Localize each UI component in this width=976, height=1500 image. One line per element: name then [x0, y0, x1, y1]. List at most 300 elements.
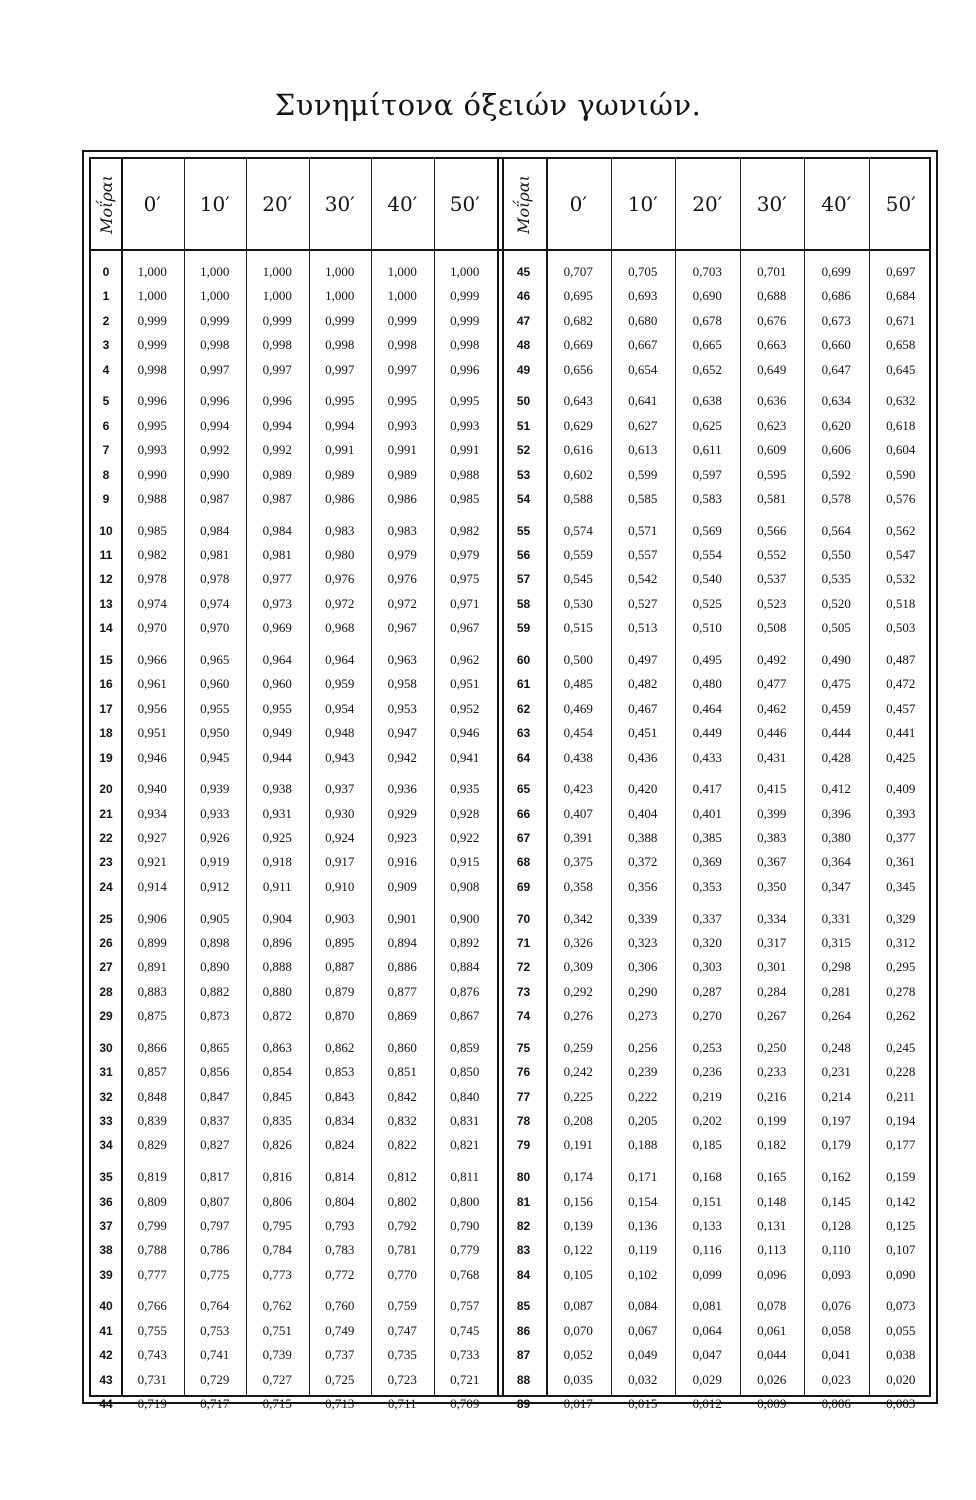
degree-label: 28	[99, 984, 113, 999]
degree-label: 64	[516, 750, 531, 765]
cosine-value: 0,110	[821, 1242, 851, 1258]
cosine-value: 0,764	[200, 1298, 230, 1314]
degree-label: 81	[516, 1194, 531, 1209]
cosine-value: 0,618	[886, 417, 916, 433]
cosine-value: 0,762	[262, 1298, 292, 1314]
cosine-value: 0,896	[262, 934, 292, 950]
cosine-value: 0,962	[450, 651, 480, 667]
cosine-value: 0,979	[387, 547, 417, 562]
cosine-value: 0,420	[628, 781, 658, 797]
cosine-value: 0,847	[200, 1088, 230, 1104]
cosine-value: 0,731	[137, 1371, 167, 1387]
cosine-value: 0,935	[450, 781, 480, 797]
cosine-value: 0,678	[692, 312, 722, 328]
cosine-value: 0,992	[200, 442, 230, 458]
cosine-value: 0,323	[628, 934, 658, 950]
cosine-value: 0,999	[137, 312, 167, 328]
degree-label: 27	[99, 960, 113, 975]
degree-label: 33	[99, 1114, 113, 1128]
cosine-value: 0,970	[137, 620, 167, 636]
cosine-value: 0,256	[628, 1039, 658, 1055]
degree-label: 63	[516, 726, 531, 741]
cosine-value: 0,205	[628, 1113, 658, 1128]
cosine-value: 0,281	[821, 983, 851, 999]
cosine-value: 0,995	[387, 393, 417, 409]
cosine-value: 0,680	[628, 312, 658, 328]
degree-label: 36	[99, 1194, 113, 1209]
cosine-value: 0,055	[886, 1322, 916, 1338]
cosine-value: 0,760	[325, 1298, 355, 1314]
cosine-value: 0,970	[200, 620, 230, 636]
degree-label: 58	[516, 596, 531, 611]
cosine-value: 0,545	[563, 571, 593, 587]
cosine-value: 0,353	[692, 878, 722, 894]
degree-label: 4	[102, 362, 110, 377]
cosine-value: 0,171	[628, 1169, 658, 1185]
cosine-value: 0,317	[757, 934, 787, 950]
cosine-value: 0,950	[200, 725, 230, 741]
cosine-value: 0,191	[563, 1137, 593, 1153]
cosine-value: 1,000	[262, 288, 292, 304]
cosine-value: 0,532	[886, 571, 916, 587]
cosine-value: 0,290	[628, 983, 658, 999]
cosine-value: 0,576	[886, 490, 916, 506]
cosine-value: 0,475	[821, 676, 851, 692]
cosine-value: 0,888	[262, 959, 292, 975]
cosine-value: 0,116	[692, 1242, 722, 1258]
cosine-value: 0,231	[821, 1064, 851, 1080]
cosine-value: 0,898	[200, 934, 230, 950]
cosine-value: 0,500	[563, 651, 593, 667]
cosine-value: 0,585	[628, 490, 658, 506]
cosine-value: 0,905	[200, 910, 230, 926]
cosine-value: 0,984	[200, 522, 230, 538]
cosine-value: 0,119	[628, 1242, 658, 1258]
cosine-value: 0,688	[757, 288, 787, 304]
cosine-value: 0,976	[325, 571, 355, 587]
cosine-value: 0,673	[821, 312, 851, 328]
minute-column-header: 20′	[262, 192, 293, 216]
cosine-value: 0,444	[821, 725, 851, 741]
degree-label: 78	[516, 1114, 531, 1128]
cosine-value: 0,999	[200, 312, 230, 328]
cosine-value: 0,926	[200, 830, 230, 845]
cosine-value: 0,884	[450, 959, 480, 975]
cosine-value: 0,819	[137, 1169, 167, 1185]
cosine-value: 0,987	[200, 490, 230, 506]
cosine-value: 0,179	[821, 1137, 851, 1153]
cosine-value: 0,827	[200, 1137, 230, 1153]
degree-label: 3	[102, 338, 110, 353]
cosine-value: 0,949	[262, 725, 292, 741]
cosine-value: 0,972	[325, 595, 355, 611]
cosine-value: 0,964	[325, 651, 355, 667]
cosine-value: 0,997	[262, 361, 292, 377]
cosine-value: 0,660	[821, 337, 851, 353]
cosine-value: 0,883	[137, 983, 167, 999]
cosine-value: 0,909	[387, 878, 417, 894]
minute-column-header: 40′	[821, 192, 852, 216]
cosine-value: 0,449	[692, 725, 722, 741]
cosine-value: 0,749	[325, 1322, 355, 1338]
cosine-value: 0,741	[200, 1347, 230, 1363]
cosine-value: 0,996	[200, 393, 230, 409]
cosine-value: 0,998	[387, 337, 417, 353]
cosine-value: 0,994	[262, 417, 292, 433]
cosine-value: 0,733	[450, 1347, 480, 1363]
cosine-value: 0,886	[387, 959, 417, 975]
cosine-value: 0,989	[325, 466, 355, 482]
degree-label: 68	[516, 855, 531, 870]
cosine-value: 0,955	[200, 700, 230, 716]
cosine-value: 0,999	[325, 312, 355, 328]
cosine-value: 0,918	[262, 854, 292, 870]
cosine-value: 0,557	[628, 547, 658, 562]
cosine-value: 0,208	[563, 1113, 593, 1128]
cosine-value: 0,676	[757, 312, 787, 328]
cosine-value: 0,701	[757, 264, 787, 279]
cosine-value: 0,860	[387, 1039, 417, 1055]
cosine-value: 0,891	[137, 959, 167, 975]
degree-label: 18	[99, 726, 113, 741]
degree-label: 57	[516, 572, 531, 587]
cosine-value: 0,974	[200, 595, 230, 611]
cosine-value: 0,989	[262, 466, 292, 482]
cosine-value: 0,547	[886, 547, 916, 562]
cosine-value: 0,342	[563, 910, 593, 926]
cosine-value: 0,795	[262, 1217, 292, 1233]
cosine-value: 0,165	[757, 1169, 787, 1185]
cosine-value: 0,931	[262, 805, 292, 821]
cosine-value: 0,654	[628, 361, 658, 377]
cosine-value: 0,863	[262, 1039, 292, 1055]
cosine-value: 0,773	[262, 1266, 292, 1282]
cosine-value: 0,998	[450, 337, 480, 353]
cosine-value: 0,049	[628, 1347, 658, 1363]
cosine-value: 0,133	[692, 1217, 722, 1233]
cosine-value: 0,848	[137, 1088, 167, 1104]
degree-label: 12	[99, 572, 113, 587]
cosine-value: 0,623	[757, 417, 787, 433]
cosine-value: 0,960	[200, 676, 230, 692]
cosine-table	[82, 150, 938, 1411]
cosine-value: 0,527	[628, 595, 658, 611]
cosine-value: 0,979	[450, 547, 480, 562]
degree-header-label: Μοΐραι	[514, 174, 533, 234]
cosine-value: 0,041	[821, 1347, 851, 1363]
degree-label: 37	[99, 1218, 113, 1233]
cosine-value: 0,412	[821, 781, 851, 797]
cosine-value: 0,772	[325, 1266, 355, 1282]
degree-label: 52	[516, 443, 531, 458]
cosine-value: 0,012	[692, 1396, 722, 1411]
cosine-value: 0,401	[692, 805, 722, 821]
degree-label: 83	[516, 1243, 531, 1258]
cosine-value: 0,857	[137, 1064, 167, 1080]
cosine-value: 0,510	[692, 620, 722, 636]
cosine-value: 0,946	[137, 749, 167, 765]
cosine-value: 0,753	[200, 1322, 230, 1338]
cosine-value: 0,894	[387, 934, 417, 950]
cosine-value: 0,076	[821, 1298, 851, 1314]
cosine-value: 0,969	[262, 620, 292, 636]
cosine-value: 0,998	[200, 337, 230, 353]
degree-label: 15	[99, 652, 113, 667]
cosine-value: 0,656	[563, 361, 593, 377]
cosine-value: 0,999	[137, 337, 167, 353]
cosine-value: 0,497	[628, 651, 658, 667]
cosine-value: 0,690	[692, 288, 722, 304]
degree-column-header	[501, 159, 546, 249]
cosine-value: 0,616	[563, 442, 593, 458]
cosine-value: 0,721	[450, 1371, 480, 1387]
cosine-value: 0,667	[628, 337, 658, 353]
cosine-value: 0,768	[450, 1266, 480, 1282]
cosine-value: 0,928	[450, 805, 480, 821]
degree-label: 40	[99, 1299, 113, 1314]
cosine-value: 0,388	[628, 830, 658, 845]
cosine-value: 0,156	[563, 1193, 593, 1209]
cosine-value: 0,816	[262, 1169, 292, 1185]
degree-label: 17	[99, 701, 113, 716]
cosine-value: 0,262	[886, 1008, 916, 1024]
cosine-value: 0,826	[262, 1137, 292, 1153]
cosine-value: 0,908	[450, 878, 480, 894]
cosine-value: 0,128	[821, 1217, 851, 1233]
cosine-value: 0,214	[821, 1088, 851, 1104]
cosine-value: 0,899	[137, 934, 167, 950]
cosine-value: 0,061	[757, 1322, 787, 1338]
cosine-value: 0,840	[450, 1088, 480, 1104]
cosine-value: 0,974	[137, 595, 167, 611]
cosine-value: 0,578	[821, 490, 851, 506]
cosine-value: 0,385	[692, 830, 722, 845]
cosine-value: 0,599	[628, 466, 658, 482]
degree-label: 60	[516, 652, 531, 667]
cosine-value: 0,070	[563, 1322, 593, 1338]
cosine-value: 0,375	[563, 854, 593, 870]
degree-label: 67	[516, 831, 531, 845]
cosine-value: 0,938	[262, 781, 292, 797]
cosine-value: 0,992	[262, 442, 292, 458]
cosine-value: 0,535	[821, 571, 851, 587]
cosine-value: 0,017	[563, 1396, 593, 1411]
cosine-value: 0,955	[262, 700, 292, 716]
cosine-value: 0,766	[137, 1298, 167, 1314]
cosine-value: 0,988	[137, 490, 167, 506]
cosine-value: 0,248	[821, 1039, 851, 1055]
cosine-value: 0,911	[262, 878, 292, 894]
cosine-value: 0,924	[325, 830, 355, 845]
cosine-value: 0,923	[387, 830, 417, 845]
cosine-value: 0,927	[137, 830, 167, 845]
cosine-value: 0,982	[137, 547, 167, 562]
cosine-value: 0,009	[757, 1396, 787, 1411]
cosine-value: 0,954	[325, 700, 355, 716]
cosine-value: 0,295	[886, 959, 916, 975]
cosine-value: 0,438	[563, 749, 593, 765]
cosine-value: 0,989	[387, 466, 417, 482]
cosine-value: 0,965	[200, 651, 230, 667]
cosine-value: 1,000	[325, 288, 355, 304]
cosine-value: 0,425	[886, 749, 916, 765]
degree-label: 35	[99, 1170, 113, 1185]
cosine-value: 0,958	[387, 676, 417, 692]
cosine-value: 0,824	[325, 1137, 355, 1153]
cosine-value: 0,711	[387, 1396, 417, 1411]
cosine-value: 0,817	[200, 1169, 230, 1185]
minute-column-header: 20′	[692, 192, 723, 216]
cosine-value: 0,723	[387, 1371, 417, 1387]
cosine-value: 0,991	[387, 442, 417, 458]
cosine-value: 0,919	[200, 854, 230, 870]
cosine-value: 0,879	[325, 983, 355, 999]
degree-label: 42	[99, 1348, 113, 1363]
cosine-value: 0,735	[387, 1347, 417, 1363]
cosine-value: 0,966	[137, 651, 167, 667]
cosine-value: 0,779	[450, 1242, 480, 1258]
cosine-value: 0,999	[262, 312, 292, 328]
cosine-value: 0,222	[628, 1088, 658, 1104]
degree-label: 89	[516, 1397, 531, 1411]
cosine-value: 0,537	[757, 571, 787, 587]
cosine-value: 0,877	[387, 983, 417, 999]
cosine-value: 0,956	[137, 700, 167, 716]
cosine-value: 0,792	[387, 1217, 417, 1233]
degree-label: 79	[516, 1138, 531, 1153]
cosine-value: 0,912	[200, 878, 230, 894]
cosine-value: 0,015	[628, 1396, 658, 1411]
degree-label: 30	[99, 1040, 113, 1055]
cosine-value: 0,415	[757, 781, 787, 797]
cosine-value: 0,492	[757, 651, 787, 667]
cosine-value: 0,162	[821, 1169, 851, 1185]
cosine-value: 0,513	[628, 620, 658, 636]
cosine-value: 0,802	[387, 1193, 417, 1209]
degree-label: 50	[516, 394, 531, 409]
cosine-value: 0,396	[821, 805, 851, 821]
cosine-value: 0,540	[692, 571, 722, 587]
cosine-value: 0,446	[757, 725, 787, 741]
cosine-value: 0,032	[628, 1371, 658, 1387]
cosine-value: 0,250	[757, 1039, 787, 1055]
cosine-value: 0,967	[450, 620, 480, 636]
cosine-value: 0,087	[563, 1298, 593, 1314]
cosine-value: 1,000	[137, 264, 167, 279]
cosine-value: 0,391	[563, 830, 593, 845]
cosine-value: 0,369	[692, 854, 722, 870]
cosine-value: 0,552	[757, 547, 787, 562]
cosine-value: 0,197	[821, 1113, 851, 1128]
cosine-value: 0,941	[450, 749, 480, 765]
cosine-value: 0,315	[821, 934, 851, 950]
cosine-value: 0,339	[628, 910, 658, 926]
cosine-value: 0,865	[200, 1039, 230, 1055]
degree-label: 69	[516, 879, 531, 894]
cosine-value: 0,038	[886, 1347, 916, 1363]
degree-label: 16	[99, 677, 113, 692]
minute-column-header: 40′	[387, 192, 418, 216]
cosine-value: 0,843	[325, 1088, 355, 1104]
cosine-value: 0,515	[563, 620, 593, 636]
cosine-value: 0,804	[325, 1193, 355, 1209]
cosine-value: 0,485	[563, 676, 593, 692]
cosine-value: 0,595	[757, 466, 787, 482]
degree-label: 65	[516, 782, 531, 797]
cosine-value: 0,219	[692, 1088, 722, 1104]
cosine-value: 0,658	[886, 337, 916, 353]
cosine-value: 0,887	[325, 959, 355, 975]
cosine-value: 0,613	[628, 442, 658, 458]
cosine-value: 0,620	[821, 417, 851, 433]
cosine-value: 0,436	[628, 749, 658, 765]
cosine-value: 0,581	[757, 490, 787, 506]
cosine-value: 0,358	[563, 878, 593, 894]
cosine-value: 0,960	[262, 676, 292, 692]
cosine-value: 0,755	[137, 1322, 167, 1338]
cosine-value: 0,842	[387, 1088, 417, 1104]
cosine-value: 0,530	[563, 595, 593, 611]
cosine-value: 0,264	[821, 1008, 851, 1024]
cosine-value: 0,834	[325, 1113, 355, 1128]
degree-label: 25	[99, 911, 113, 926]
minute-column-header: 50′	[885, 192, 916, 216]
degree-label: 7	[102, 443, 110, 458]
cosine-value: 0,751	[262, 1322, 292, 1338]
cosine-value: 0,641	[628, 393, 658, 409]
cosine-value: 0,026	[757, 1371, 787, 1387]
cosine-value: 0,131	[757, 1217, 787, 1233]
degree-label: 54	[516, 491, 531, 506]
cosine-value: 0,934	[137, 805, 167, 821]
cosine-value: 0,917	[325, 854, 355, 870]
cosine-value: 0,550	[821, 547, 851, 562]
cosine-value: 0,999	[450, 288, 480, 304]
degree-label: 26	[99, 935, 113, 950]
cosine-value: 0,870	[325, 1008, 355, 1024]
cosine-value: 0,669	[563, 337, 593, 353]
cosine-value: 0,306	[628, 959, 658, 975]
cosine-value: 0,107	[886, 1242, 916, 1258]
degree-label: 39	[99, 1267, 113, 1282]
cosine-value: 1,000	[262, 264, 292, 279]
degree-label: 9	[102, 491, 110, 506]
degree-label: 72	[516, 960, 531, 975]
cosine-value: 0,994	[200, 417, 230, 433]
cosine-value: 0,959	[325, 676, 355, 692]
cosine-value: 0,278	[886, 983, 916, 999]
cosine-value: 0,592	[821, 466, 851, 482]
cosine-value: 0,312	[886, 934, 916, 950]
cosine-value: 0,329	[886, 910, 916, 926]
cosine-value: 1,000	[137, 288, 167, 304]
degree-label: 24	[99, 879, 113, 894]
cosine-value: 0,797	[200, 1217, 230, 1233]
cosine-value: 0,350	[757, 878, 787, 894]
cosine-value: 0,978	[200, 571, 230, 587]
cosine-value: 0,985	[137, 522, 167, 538]
cosine-value: 0,168	[692, 1169, 722, 1185]
degree-label: 73	[516, 984, 531, 999]
cosine-value: 0,987	[262, 490, 292, 506]
cosine-value: 0,665	[692, 337, 722, 353]
cosine-value: 0,233	[757, 1064, 787, 1080]
cosine-value: 0,199	[757, 1113, 787, 1128]
degree-label: 32	[99, 1089, 113, 1104]
cosine-value: 0,873	[200, 1008, 230, 1024]
cosine-value: 0,574	[563, 522, 593, 538]
cosine-value: 0,627	[628, 417, 658, 433]
